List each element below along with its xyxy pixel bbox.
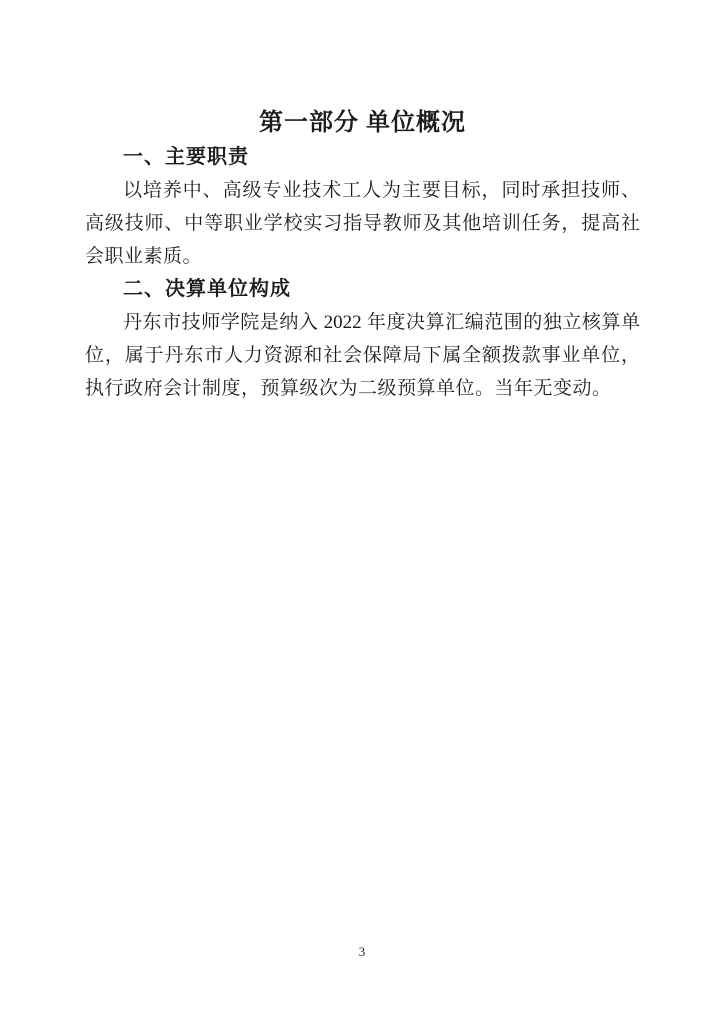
section-1-line-3: 会职业素质。 xyxy=(85,246,203,267)
section-1-heading: 一、主要职责 xyxy=(123,146,249,168)
document-title: 第一部分 单位概况 xyxy=(259,110,466,136)
section-1-line-1: 以培养中、高级专业技术工人为主要目标，同时承担技师、 xyxy=(123,180,640,201)
section-2-line-1: 丹东市技师学院是纳入 2022 年度决算汇编范围的独立核算单 xyxy=(123,312,640,333)
section-2-line-2: 位，属于丹东市人力资源和社会保障局下属全额拨款事业单位， xyxy=(85,345,640,366)
page-number: 3 xyxy=(358,944,366,959)
section-2-heading: 二、决算单位构成 xyxy=(123,278,291,300)
section-2-line-3: 执行政府会计制度，预算级次为二级预算单位。当年无变动。 xyxy=(85,378,612,399)
section-1-line-2: 高级技师、中等职业学校实习指导教师及其他培训任务，提高社 xyxy=(85,213,640,234)
text-column xyxy=(0,106,724,405)
